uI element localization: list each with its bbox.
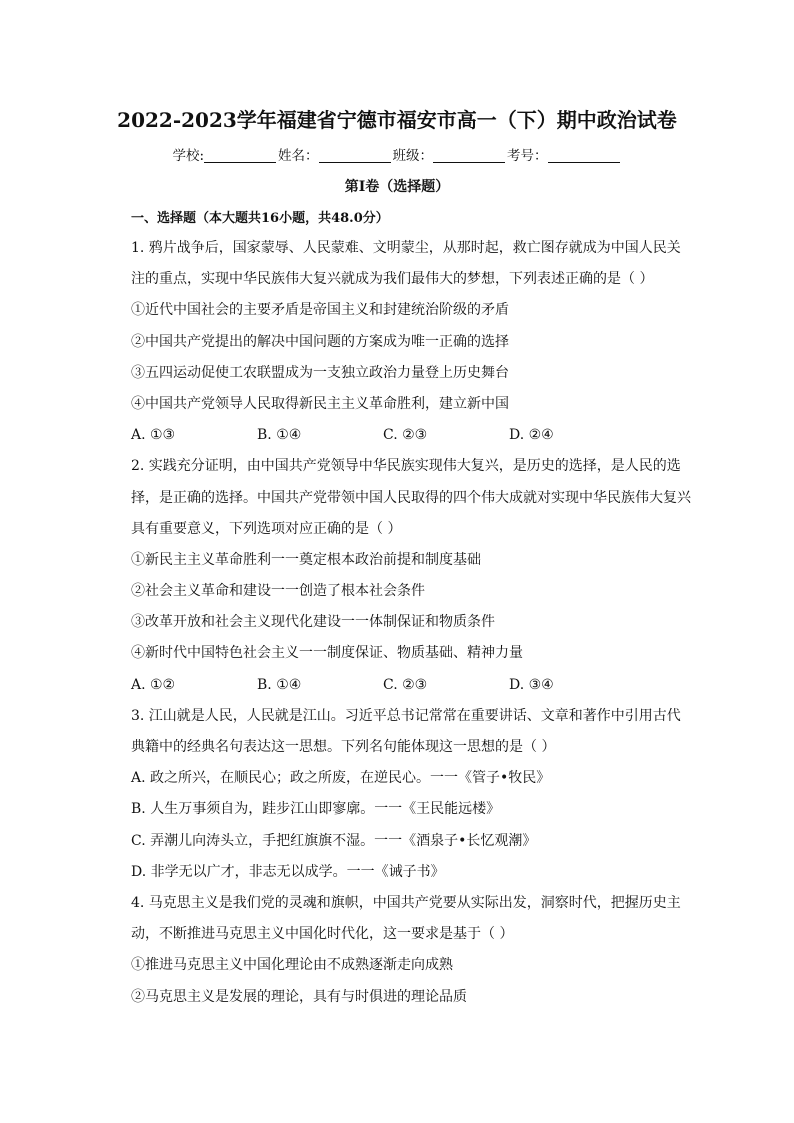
- question-stem-line: 注的重点，实现中华民族伟大复兴就成为我们最伟大的梦想，下列表述正确的是（ ）: [131, 271, 654, 288]
- option-b[interactable]: B. 人生万事须自为，跬步江山即寥廓。一一《王民能远楼》: [131, 801, 501, 818]
- statement: ①近代中国社会的主要矛盾是帝国主义和封建统治阶级的矛盾: [131, 302, 509, 319]
- question-stem-line: 动，不断推进马克思主义中国化时代化，这一要求是基于（ ）: [131, 926, 514, 943]
- option-b[interactable]: B. ①④: [257, 676, 302, 693]
- options-row: [131, 420, 691, 451]
- statement: ②中国共产党提出的解决中国问题的方案成为唯一正确的选择: [131, 333, 509, 350]
- section-title: 一、选择题（本大题共16小题，共48.0分）: [131, 211, 389, 226]
- question-stem-line: 3. 江山就是人民，人民就是江山。习近平总书记常常在重要讲话、文章和著作中引用古代: [131, 707, 681, 724]
- school-blank[interactable]: [204, 148, 276, 163]
- school-label: 学校:: [172, 148, 205, 164]
- statement: ②马克思主义是发展的理论，具有与时俱进的理论品质: [131, 988, 467, 1005]
- class-blank[interactable]: [433, 148, 505, 163]
- option-a[interactable]: A. ①②: [131, 676, 176, 693]
- options-row: [131, 670, 691, 701]
- statement: ③五四运动促使工农联盟成为一支独立政治力量登上历史舞台: [131, 364, 509, 381]
- option-a[interactable]: A. 政之所兴，在顺民心；政之所废，在逆民心。一一《管子•牧民》: [131, 770, 551, 787]
- exam-no-label: 考号：: [507, 148, 548, 164]
- statement: ④中国共产党领导人民取得新民主主义革命胜利，建立新中国: [131, 395, 509, 412]
- statement: ③改革开放和社会主义现代化建设一一体制保证和物质条件: [131, 614, 495, 631]
- option-c[interactable]: C. ②③: [383, 676, 428, 693]
- question-1: [131, 233, 691, 451]
- statement: ①推进马克思主义中国化理论由不成熟逐渐走向成熟: [131, 957, 453, 974]
- question-stem-line: 具有重要意义，下列选项对应正确的是（ ）: [131, 520, 402, 537]
- statement: ④新时代中国特色社会主义一一制度保证、物质基础、精神力量: [131, 645, 523, 662]
- question-stem-line: 典籍中的经典名句表达这一思想。下列名句能体现这一思想的是（ ）: [131, 739, 556, 755]
- option-b[interactable]: B. ①④: [257, 427, 302, 444]
- statement: ②社会主义革命和建设一一创造了根本社会条件: [131, 583, 425, 600]
- student-info-line: [0, 144, 794, 164]
- exam-title: 2022-2023学年福建省宁德市福安市高一（下）期中政治试卷: [117, 108, 677, 132]
- question-stem-line: 1. 鸦片战争后，国家蒙辱、人民蒙难、文明蒙尘，从那时起，救亡图存就成为中国人民关: [131, 240, 681, 256]
- option-a[interactable]: A. ①③: [131, 427, 176, 444]
- question-stem-line: 择，是正确的选择。中国共产党带领中国人民取得的四个伟大成就对实现中华民族伟大复兴: [131, 489, 691, 506]
- name-blank[interactable]: [319, 148, 391, 163]
- question-2: [131, 451, 691, 701]
- questions-area: [131, 233, 691, 1013]
- question-stem-line: 4. 马克思主义是我们党的灵魂和旗帜，中国共产党要从实际出发，洞察时代，把握历史主: [131, 894, 681, 911]
- question-stem-line: 2. 实践充分证明，由中国共产党领导中华民族实现伟大复兴，是历史的选择，是人民的选: [131, 458, 681, 475]
- class-label: 班级：: [392, 148, 434, 164]
- option-d[interactable]: D. ②④: [509, 427, 554, 444]
- name-label: 姓名：: [278, 148, 319, 164]
- volume-title: 第Ⅰ卷（选择题）: [344, 179, 450, 195]
- statement: ①新民主主义革命胜利一一奠定根本政治前提和制度基础: [131, 551, 481, 568]
- option-c[interactable]: C. ②③: [383, 427, 428, 444]
- question-4: [131, 888, 691, 1013]
- option-d[interactable]: D. ③④: [509, 676, 554, 693]
- option-d[interactable]: D. 非学无以广才，非志无以成学。一一《诫子书》: [131, 863, 445, 880]
- exam-no-blank[interactable]: [548, 148, 620, 163]
- question-3: [131, 701, 691, 888]
- option-c[interactable]: C. 弄潮儿向涛头立，手把红旗旗不湿。一一《酒泉子•长忆观潮》: [131, 832, 537, 849]
